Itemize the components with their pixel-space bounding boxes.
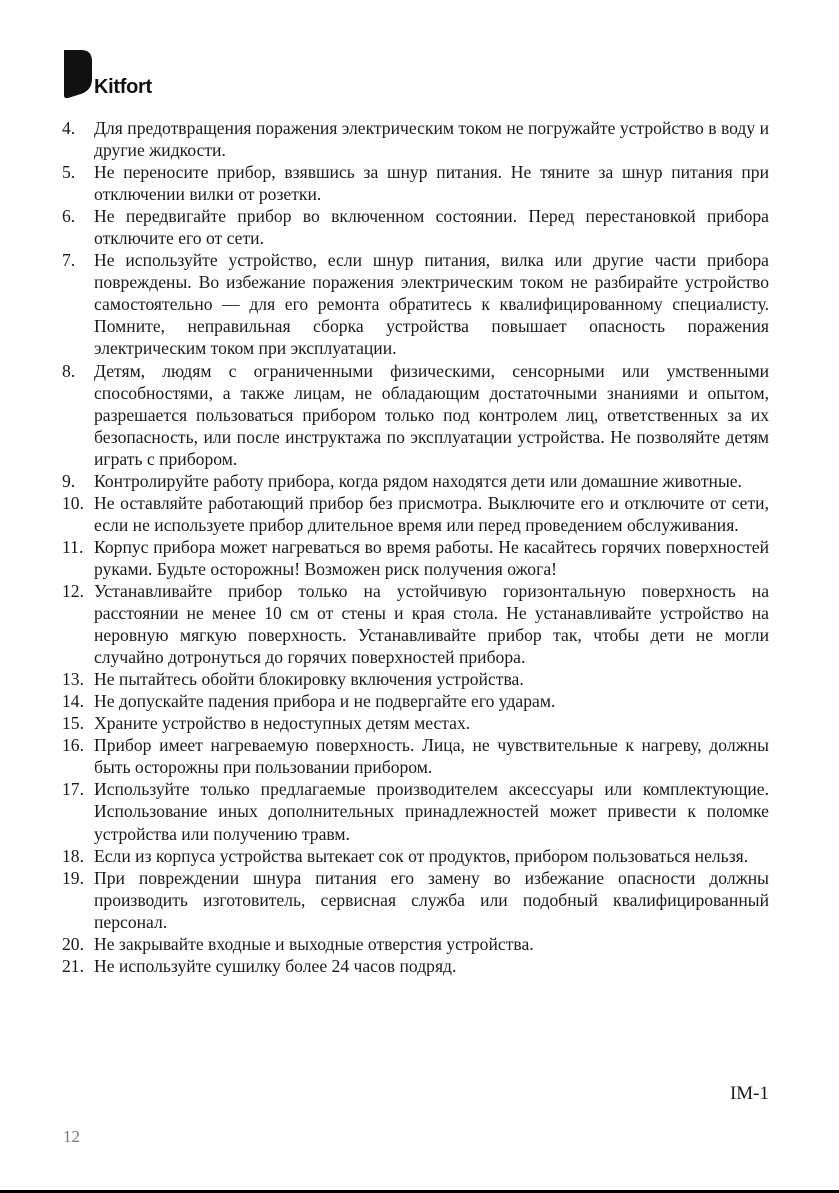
- instruction-number: 20.: [62, 933, 84, 954]
- instruction-item: [62, 955, 769, 977]
- instruction-item: [62, 734, 769, 778]
- instruction-text: Используйте только предлагаемые производителем аксессуары или комплектующие. Использование иных дополнительных принадлежностей может привести к поломке устройства или получению травм.: [94, 779, 769, 844]
- instruction-number: 8.: [62, 360, 76, 381]
- instruction-text: Не оставляйте работающий прибор без присмотра. Выключите его и отключите от сети, если не используете прибор длительное время или перед проведением обслуживания.: [94, 492, 769, 535]
- instruction-text: Если из корпуса устройства вытекает сок от продуктов, прибором пользоваться нельзя.: [94, 845, 749, 866]
- instruction-number: 18.: [62, 845, 84, 866]
- instruction-item: [62, 778, 769, 844]
- instruction-item: [62, 470, 769, 492]
- instruction-number: 12.: [62, 580, 84, 601]
- instruction-text: При повреждении шнура питания его замену во избежание опасности должны производить изготовитель, сервисная служба или подобный квалифицированный персонал.: [94, 867, 769, 932]
- instruction-number: 14.: [62, 691, 84, 712]
- instruction-item: [62, 360, 769, 470]
- instruction-number: 16.: [62, 735, 84, 756]
- instruction-number: 10.: [62, 492, 84, 513]
- instruction-number: 11.: [62, 536, 84, 557]
- instruction-item: [62, 712, 769, 734]
- instruction-number: 7.: [62, 250, 76, 271]
- instruction-item: [62, 161, 769, 205]
- instruction-item: [62, 249, 769, 359]
- instruction-number: 15.: [62, 713, 84, 734]
- brand-logo: [64, 50, 152, 98]
- instruction-item: [62, 668, 769, 690]
- model-code: IM-1: [729, 1083, 769, 1104]
- instruction-number: 17.: [62, 779, 84, 800]
- instruction-item: [62, 536, 769, 580]
- instruction-text: Не используйте устройство, если шнур питания, вилка или другие части прибора повреждены. Во избежание поражения электрическим током не разбирайте устройство самостоятельно — для его ремонта обратитесь к квалифицированному специалисту. Помните, неправильная сборка устройства повышает опасность поражения электрическим током при эксплуатации.: [94, 250, 769, 359]
- instruction-number: 21.: [62, 955, 84, 976]
- instruction-text: Детям, людям с ограниченными физическими, сенсорными или умственными способностями, а также лицам, не обладающим достаточными знаниями и опытом, разрешается пользоваться прибором только под контролем лиц, ответственных за их безопасность, или после инструктажа по эксплуатации устройства. Не позволяйте детям играть с прибором.: [94, 360, 769, 469]
- instruction-text: Храните устройство в недоступных детям местах.: [94, 713, 471, 734]
- instruction-item: [62, 117, 769, 161]
- instruction-text: Не закрывайте входные и выходные отверстия устройства.: [94, 933, 534, 954]
- instruction-text: Не переносите прибор, взявшись за шнур питания. Не тяните за шнур питания при отключении вилки от розетки.: [94, 162, 769, 205]
- instruction-item: [62, 205, 769, 249]
- brand-name: Kitfort: [94, 76, 152, 98]
- instruction-number: 13.: [62, 669, 84, 690]
- instruction-text: Не передвигайте прибор во включенном состоянии. Перед перестановкой прибора отключите его от сети.: [94, 206, 769, 249]
- instruction-item: [62, 580, 769, 668]
- instruction-number: 4.: [62, 118, 76, 138]
- instruction-item: [62, 845, 769, 867]
- instruction-number: 5.: [62, 162, 76, 183]
- instruction-text: Не используйте сушилку более 24 часов подряд.: [94, 955, 457, 976]
- instruction-item: [62, 933, 769, 955]
- instruction-item: [62, 690, 769, 712]
- instruction-text: Корпус прибора может нагреваться во время работы. Не касайтесь горячих поверхностей руками. Будьте осторожны! Возможен риск получения ожога!: [94, 536, 769, 579]
- page-number: 12: [63, 1127, 80, 1146]
- instruction-text: Не пытайтесь обойти блокировку включения устройства.: [94, 669, 524, 690]
- instruction-item: [62, 492, 769, 536]
- instruction-text: Устанавливайте прибор только на устойчивую горизонтальную поверхность на расстоянии не менее 10 см от стены и края стола. Не устанавливайте устройство на неровную мягкую поверхность. Устанавливайте прибор так, чтобы дети не могли случайно дотронуться до горячих поверхностей прибора.: [94, 580, 769, 668]
- instruction-item: [62, 867, 769, 933]
- kitfort-shield-icon: [64, 50, 92, 98]
- instruction-number: 6.: [62, 206, 76, 227]
- instruction-text: Прибор имеет нагреваемую поверхность. Лица, не чувствительные к нагреву, должны быть осторожны при пользовании прибором.: [94, 735, 769, 778]
- instruction-text: Для предотвращения поражения электрическим током не погружайте устройство в воду и другие жидкости.: [94, 118, 769, 161]
- instruction-list: [62, 117, 769, 977]
- instruction-text: Контролируйте работу прибора, когда рядом находятся дети или домашние животные.: [94, 470, 742, 491]
- instruction-number: 19.: [62, 867, 84, 888]
- instruction-number: 9.: [62, 470, 76, 491]
- instruction-text: Не допускайте падения прибора и не подвергайте его ударам.: [94, 691, 556, 712]
